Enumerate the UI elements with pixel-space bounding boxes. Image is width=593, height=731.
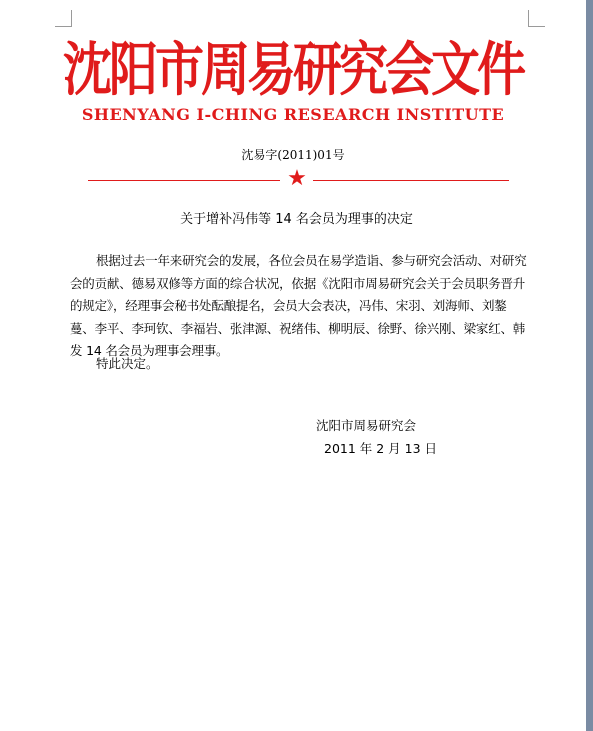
document-body: 根据过去一年来研究会的发展，各位会员在易学造诣、参与研究会活动、对研究会的贡献、德易双修等方面的综合状况，依据《沈阳市周易研究会关于会员职务晋升的规定》，经理事会秘书处酝酿提名，会员大会表决，冯伟、宋羽、刘海师、刘鏊蔓、李平、李珂钦、李福岩、张津源、祝绪伟、柳明辰、徐野、徐兴刚、梁家红、韩发 14 名会员为理事会理事。 <box>70 253 527 358</box>
margin-corner-mark-top-left <box>55 10 72 27</box>
document-title: 关于增补冯伟等 14 名会员为理事的决定 <box>180 212 413 227</box>
letterhead-subtitle: SHENYANG I-CHING RESEARCH INSTITUTE <box>81 105 505 124</box>
margin-corner-mark-top-right <box>528 10 545 27</box>
window-edge <box>586 0 593 731</box>
signature-organization: 沈阳市周易研究会 <box>316 418 417 433</box>
red-rule-left <box>88 180 280 181</box>
letterhead-title: 沈阳市周易研究会文件 <box>62 35 523 104</box>
document-number: 沈易字(2011)01号 <box>241 148 345 162</box>
star-icon: ★ <box>287 166 307 191</box>
red-rule-right <box>313 180 509 181</box>
closing-line: 特此决定。 <box>96 356 159 371</box>
signature-date: 2011 年 2 月 13 日 <box>324 441 438 456</box>
